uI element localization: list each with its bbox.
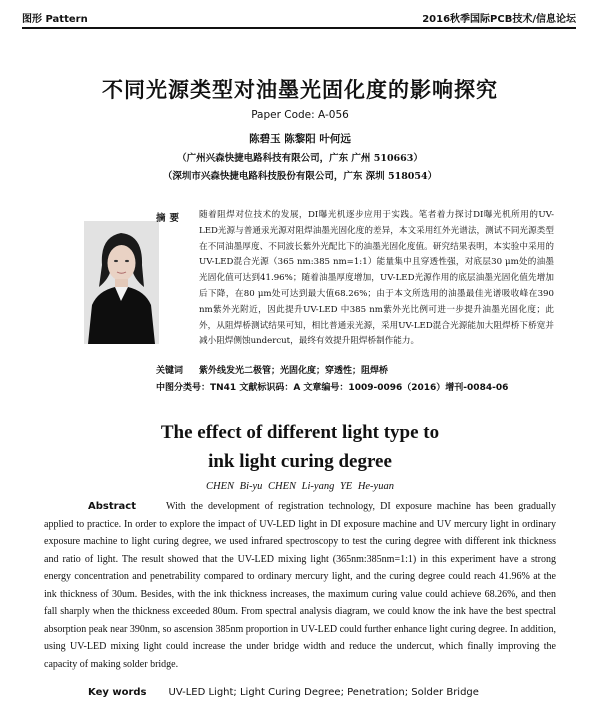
english-keywords	[88, 687, 479, 698]
english-keywords-text: UV-LED Light; Light Curing Degree; Penetration; Solder Bridge	[168, 687, 479, 698]
running-header-conference: 2016秋季国际PCB技术/信息论坛	[422, 14, 576, 25]
english-keywords-label: Key words	[88, 687, 147, 698]
chinese-keywords-label: 关键词	[156, 366, 184, 376]
paper-code: Paper Code: A-056	[251, 109, 349, 121]
classification-meta: 中图分类号：TN41 文献标识码：A 文章编号：1009-0096（2016）增刊-0084-06	[156, 383, 509, 393]
chinese-abstract-label: 摘要	[156, 213, 184, 224]
english-title-line-1: The effect of different light type to	[160, 422, 440, 443]
chinese-affiliation-2: （深圳市兴森快捷电路科技股份有限公司，广东 深圳 518054）	[162, 171, 438, 182]
chinese-keywords: 紫外线发光二极管；光固化度；穿透性；阻焊桥	[199, 366, 389, 376]
running-header-section: 图形 Pattern	[22, 14, 88, 25]
header-rule	[22, 27, 576, 29]
english-abstract-text: With the development of registration technology, DI exposure machine has been gradually applied to practice. In order to explore the impact of UV-LED light in DI exposure machine and UV mercury light in ordinary exposure machine to light curing degree, we used infrared spectroscopy to test the curing degree with different ink thickness and ratio of light. The result showed that the UV-LED mixing light (365nm:385nm=1:1) in this experiment have a strong energy concentration and penetrability compared to ordinary mercury light, and the curing degree could reach 41.96% at the ink thickness of 30um. Besides, with the ink thickness increases, the maximum curing value could achieve 68.26%, and then fall sharply when the thickness exceeded 80um. From spectral analysis diagram, we could know the ink have the best spectral absorption peak near 390nm, so ascension 385nm proportion in UV-LED could further enhance light curing degree. In addition, using UV-LED mixing light could increase the under bridge width and reduce the undercut, which finally improving the capacity of making solder bridge.	[44, 501, 556, 670]
english-title-line-2: ink light curing degree	[208, 451, 392, 472]
chinese-authors: 陈碧玉 陈黎阳 叶何远	[249, 133, 351, 145]
chinese-abstract: 随着阻焊对位技术的发展，DI曝光机逐步应用于实践。笔者着力探讨DI曝光机所用的UV-LED光源与普通汞光源对阻焊油墨光固化度的差异，本文采用红外光谱法，测试不同光源类型在不同油墨厚度、不同波长紫外光配比下的油墨光固化度值。研究结果表明，本实验中采用的UV-LED混合光源（365 nm:385 nm=1:1）能量集中且穿透性强，对底层30 μm处的油墨光固化值可达到41.96%；随着油墨厚度增加，UV-LED光源作用的底层油墨光固化值先增加后下降，在80 μm处可达到最大值68.26%；由于本文所选用的油墨最佳光谱吸收峰在390 nm紫外光附近，因此提升UV-LED 中385 nm紫外光比例可进一步提升油墨光固化度；此外，从阻焊桥测试结果可知，相比普通汞光源，采用UV-LED混合光源能加大阻焊桥下桥宽并减小阻焊侧蚀undercut，最终有效提升阻焊桥制作能力。	[199, 210, 554, 347]
english-abstract	[44, 498, 556, 673]
chinese-affiliation-1: （广州兴森快捷电路科技有限公司，广东 广州 510663）	[177, 153, 423, 164]
chinese-title: 不同光源类型对油墨光固化度的影响探究	[102, 78, 498, 102]
author-photo	[84, 221, 159, 344]
english-authors: CHEN Bi-yu CHEN Li-yang YE He-yuan	[206, 481, 394, 492]
english-abstract-label: Abstract	[88, 501, 137, 512]
